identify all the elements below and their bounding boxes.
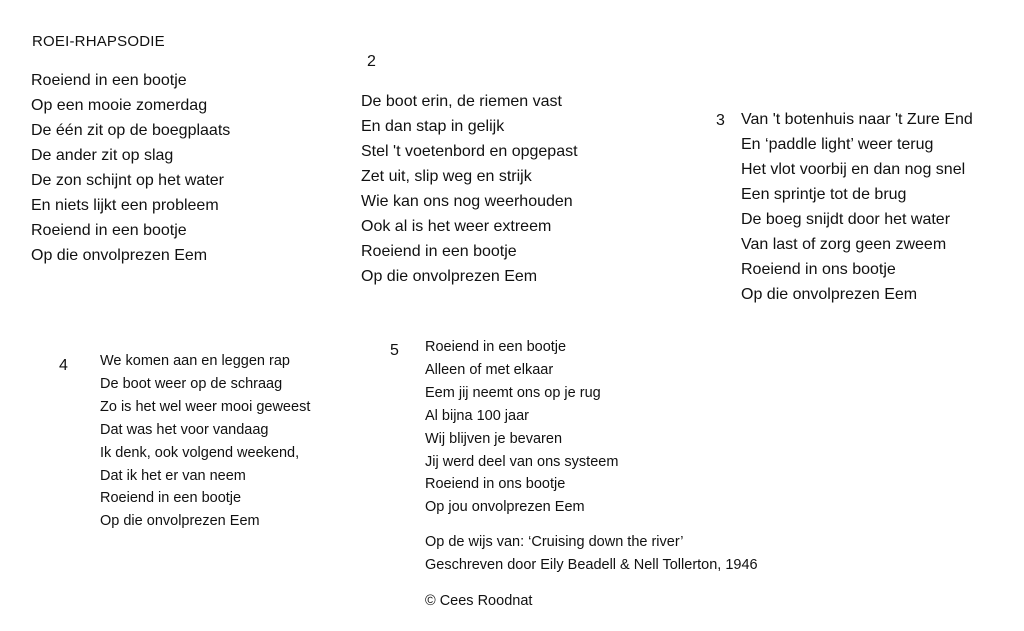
stanza-2-line-4: Zet uit, slip weg en strijk <box>361 168 532 185</box>
stanza-1-line-5: De zon schijnt op het water <box>31 172 224 189</box>
stanza-3-line-5: De boeg snijdt door het water <box>741 211 951 228</box>
stanza-3-line-4: Een sprintje tot de brug <box>741 186 907 203</box>
stanza-5-line-8: Op jou onvolprezen Eem <box>425 499 585 516</box>
stanza-5-line-7: Roeiend in ons bootje <box>425 476 566 493</box>
stanza-4-line-8: Op die onvolprezen Eem <box>100 513 260 530</box>
stanza-3-line-8: Op die onvolprezen Eem <box>741 286 918 303</box>
stanza-2-number: 2 <box>367 53 376 70</box>
stanza-1-line-4: De ander zit op slag <box>31 147 174 164</box>
stanza-5-number: 5 <box>390 342 399 359</box>
stanza-4 <box>100 350 310 533</box>
stanza-2-line-1: De boot erin, de riemen vast <box>361 93 562 110</box>
stanza-2-line-5: Wie kan ons nog weerhouden <box>361 193 573 210</box>
stanza-3-line-1: Van 't botenhuis naar 't Zure End <box>741 111 973 128</box>
stanza-4-line-6: Dat ik het er van neem <box>100 467 246 484</box>
stanza-3-line-2: En ‘paddle light’ weer terug <box>741 136 934 153</box>
stanza-3 <box>741 107 973 307</box>
stanza-5-line-4: Al bijna 100 jaar <box>425 407 529 424</box>
stanza-1-line-2: Op een mooie zomerdag <box>31 97 208 114</box>
melody-credit: Op de wijs van: ‘Cruising down the river’ <box>425 534 684 550</box>
stanza-4-line-5: Ik denk, ook volgend weekend, <box>100 444 300 461</box>
stanza-1-line-3: De één zit op de boegplaats <box>31 122 231 139</box>
stanza-2-line-7: Roeiend in een bootje <box>361 243 517 260</box>
stanza-1-line-8: Op die onvolprezen Eem <box>31 247 208 264</box>
stanza-4-number: 4 <box>59 357 68 374</box>
stanza-5-line-3: Eem jij neemt ons op je rug <box>425 384 601 401</box>
copyright-notice: © Cees Roodnat <box>425 593 533 609</box>
stanza-2-line-8: Op die onvolprezen Eem <box>361 268 538 285</box>
stanza-5-line-1: Roeiend in een bootje <box>425 339 567 355</box>
stanza-1-line-6: En niets lijkt een probleem <box>31 197 219 214</box>
stanza-1 <box>31 68 230 268</box>
stanza-5-line-2: Alleen of met elkaar <box>425 361 554 378</box>
poem-title: ROEI-RHAPSODIE <box>32 33 165 50</box>
stanza-3-line-7: Roeiend in ons bootje <box>741 261 896 278</box>
stanza-5-line-5: Wij blijven je bevaren <box>425 430 563 447</box>
song-credits <box>425 531 758 577</box>
stanza-3-number: 3 <box>716 112 725 129</box>
writers-credit: Geschreven door Eily Beadell & Nell Tollerton, 1946 <box>425 556 758 573</box>
stanza-3-line-6: Van last of zorg geen zweem <box>741 236 947 253</box>
stanza-2-line-6: Ook al is het weer extreem <box>361 218 552 235</box>
stanza-2-line-2: En dan stap in gelijk <box>361 118 505 135</box>
stanza-4-line-3: Zo is het wel weer mooi geweest <box>100 398 311 415</box>
stanza-1-line-1: Roeiend in een bootje <box>31 72 187 89</box>
stanza-5 <box>425 336 618 519</box>
stanza-2-line-3: Stel 't voetenbord en opgepast <box>361 143 578 160</box>
stanza-4-line-1: We komen aan en leggen rap <box>100 353 290 369</box>
stanza-2 <box>361 89 578 289</box>
stanza-3-line-3: Het vlot voorbij en dan nog snel <box>741 161 966 178</box>
stanza-1-line-7: Roeiend in een bootje <box>31 222 187 239</box>
stanza-5-line-6: Jij werd deel van ons systeem <box>425 453 619 470</box>
stanza-4-line-4: Dat was het voor vandaag <box>100 421 269 438</box>
stanza-4-line-2: De boot weer op de schraag <box>100 375 283 392</box>
stanza-4-line-7: Roeiend in een bootje <box>100 490 242 507</box>
